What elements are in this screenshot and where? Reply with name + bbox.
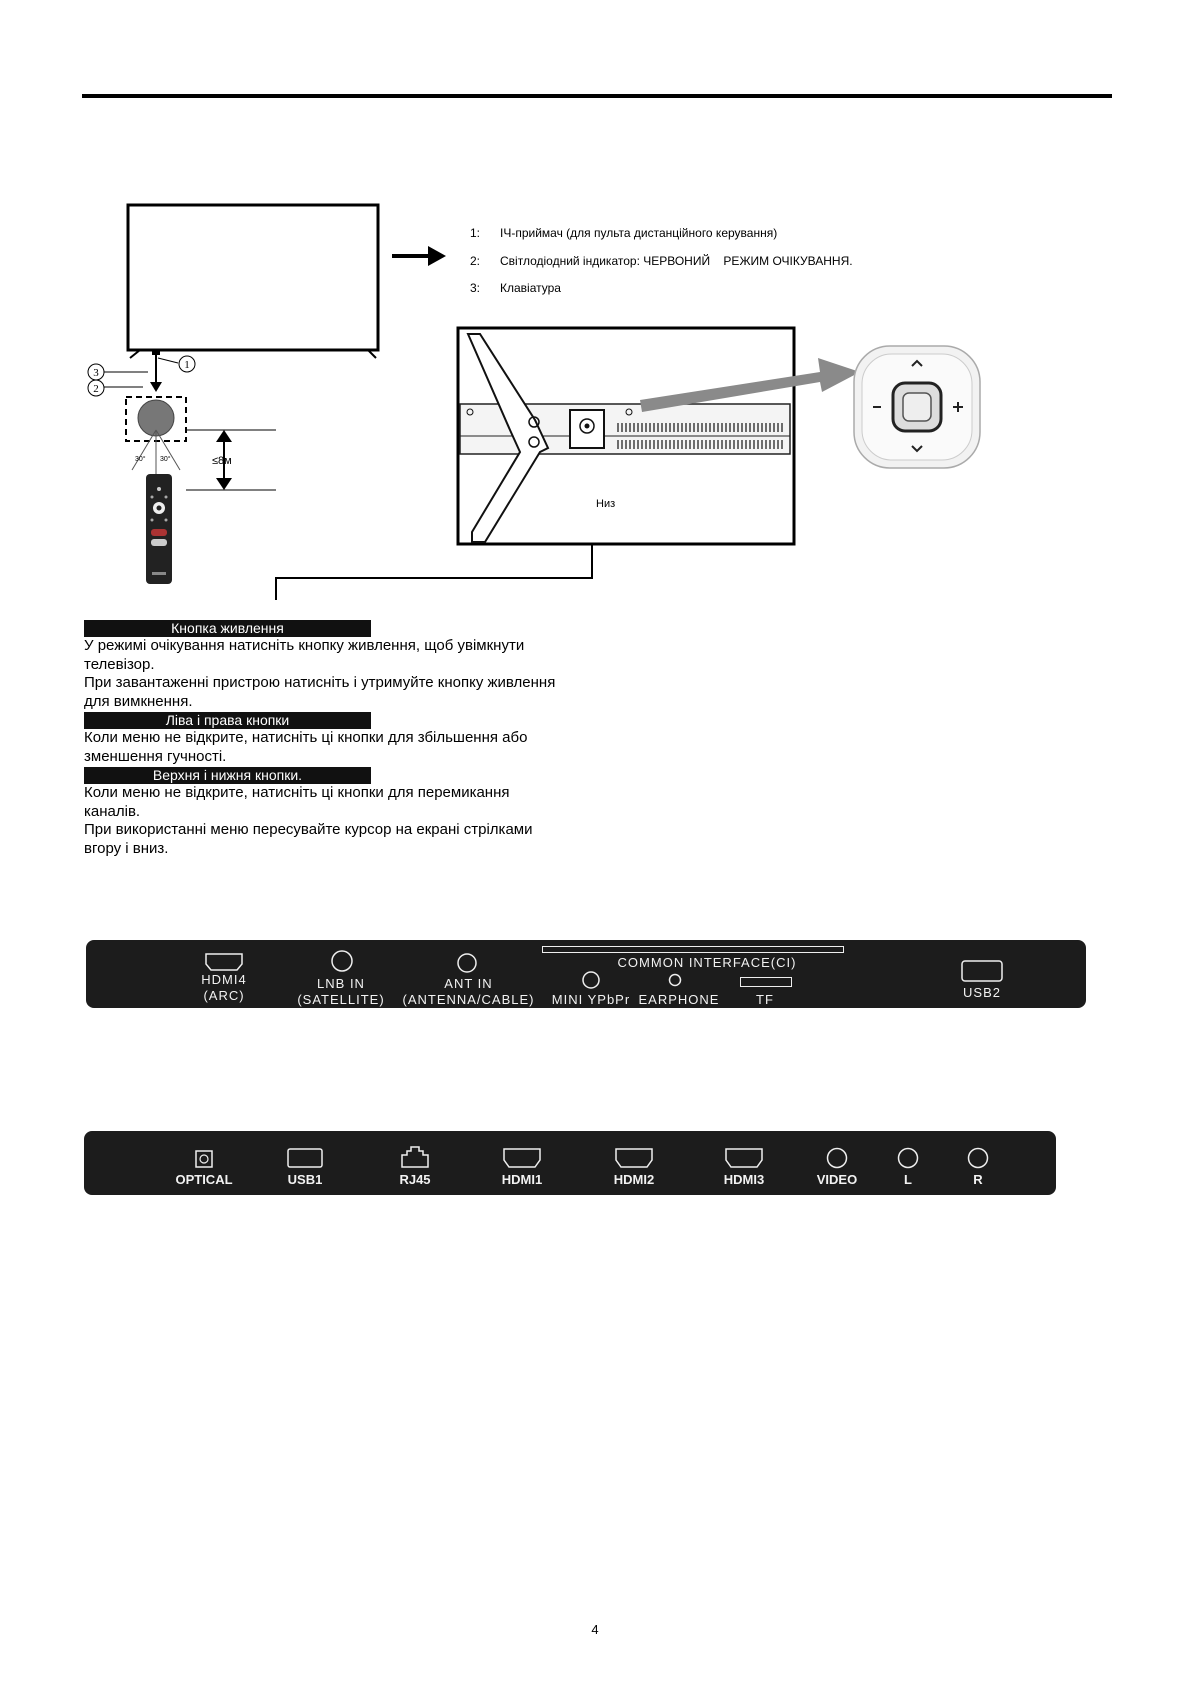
port-label-line: ANT IN: [444, 976, 493, 991]
legend-text: Клавіатура: [500, 281, 561, 295]
keypad-detail: [854, 346, 980, 468]
usb-port-icon: [960, 959, 1004, 983]
port-label-hdmi3: HDMI3: [723, 1172, 765, 1187]
legend-arrow: [392, 246, 446, 266]
hdmi-port-icon: [204, 952, 244, 972]
port-label-rj45: RJ45: [399, 1172, 431, 1187]
distance-label: ≤8м: [212, 455, 232, 467]
legend-text: ІЧ-приймач (для пульта дистанційного керування): [500, 226, 778, 240]
rear-connector-panel: [84, 1131, 1056, 1195]
callout-1: 1: [184, 359, 190, 371]
port-label-hdmi1: HDMI1: [501, 1172, 543, 1187]
text-line: каналів.: [84, 802, 141, 820]
section-text-up-down-buttons: [84, 784, 604, 858]
section-title-up-down-buttons: Верхня і нижня кнопки.: [84, 767, 371, 784]
video-port-icon: [825, 1146, 849, 1170]
port-label-ci: COMMON INTERFACE(CI): [617, 955, 797, 970]
port-label-optical: OPTICAL: [175, 1172, 233, 1187]
text-line: Коли меню не відкрите, натисніть ці кнопки для збільшення або: [84, 729, 528, 746]
ci-slot: [542, 946, 844, 953]
port-label-mini-ypbpr: MINI YPbPr: [551, 992, 631, 1007]
callout-3: 3: [93, 367, 99, 379]
earphone-port-icon: [667, 972, 683, 988]
tv-front-illustration: [128, 205, 378, 358]
tf-slot: [740, 977, 792, 987]
legend-number: 2:: [470, 253, 481, 268]
port-label-line: (ANTENNA/CABLE): [402, 992, 535, 1007]
bottom-view-label: Низ: [596, 498, 616, 510]
lnb-port-icon: [330, 949, 354, 973]
port-label-earphone: EARPHONE: [638, 992, 720, 1007]
remote-control-illustration: [146, 474, 172, 584]
port-label-hdmi4: [184, 972, 264, 1004]
port-label-l: L: [904, 1172, 912, 1187]
angle-label-right: 30°: [160, 456, 171, 463]
hdmi-port-icon: [724, 1147, 764, 1169]
text-line: При використанні меню пересувайте курсор на екрані стрілками: [84, 821, 533, 838]
ethernet-port-icon: [399, 1145, 431, 1169]
port-label-line: (SATELLITE): [297, 992, 385, 1007]
side-connector-panel: [86, 940, 1086, 1008]
text-line: вгору і вниз.: [84, 839, 169, 857]
optical-port-icon: [194, 1149, 214, 1169]
legend-number: 3:: [470, 281, 481, 295]
audio-left-port-icon: [896, 1146, 920, 1170]
port-label-line: (ARC): [203, 988, 245, 1003]
section-title-power-button: Кнопка живлення: [84, 620, 371, 637]
angle-label-left: 30°: [135, 456, 146, 463]
audio-right-port-icon: [966, 1146, 990, 1170]
tv-bottom-view: [458, 328, 860, 544]
text-line: При завантаженні пристрою натисніть і утримуйте кнопку живлення: [84, 674, 556, 691]
hdmi-port-icon: [614, 1147, 654, 1169]
tv-controls-diagram: [0, 0, 1190, 600]
text-line: Коли меню не відкрите, натисніть ці кнопки для перемикання: [84, 784, 510, 801]
legend-text: Світлодіодний індикатор: ЧЕРВОНИЙ РЕЖИМ ОЧІКУВАННЯ.: [500, 253, 853, 268]
port-label-video: VIDEO: [816, 1172, 858, 1187]
section-text-power-button: [84, 637, 604, 711]
mini-ypbpr-port-icon: [581, 970, 601, 990]
port-label-tf: TF: [756, 992, 774, 1007]
section-text-left-right-buttons: [84, 729, 604, 766]
port-label-line: HDMI4: [201, 972, 247, 987]
text-line: телевізор.: [84, 655, 155, 673]
section-title-left-right-buttons: Ліва і права кнопки: [84, 712, 371, 729]
text-line: для вимкнення.: [84, 692, 193, 710]
page-number: 4: [591, 1622, 599, 1637]
port-label-lnb: [286, 976, 396, 1008]
port-label-usb2: USB2: [963, 985, 1001, 1000]
port-label-r: R: [973, 1172, 983, 1187]
port-label-antenna: [396, 976, 541, 1008]
text-line: зменшення гучності.: [84, 747, 227, 765]
port-label-line: LNB IN: [317, 976, 365, 991]
port-label-usb1: USB1: [287, 1172, 323, 1187]
hdmi-port-icon: [502, 1147, 542, 1169]
text-line: У режимі очікування натисніть кнопку живлення, щоб увімкнути: [84, 637, 525, 654]
usb-port-icon: [286, 1147, 324, 1169]
port-label-hdmi2: HDMI2: [613, 1172, 655, 1187]
antenna-port-icon: [456, 952, 478, 974]
legend-number: 1:: [470, 226, 481, 240]
callout-2: 2: [93, 383, 99, 395]
